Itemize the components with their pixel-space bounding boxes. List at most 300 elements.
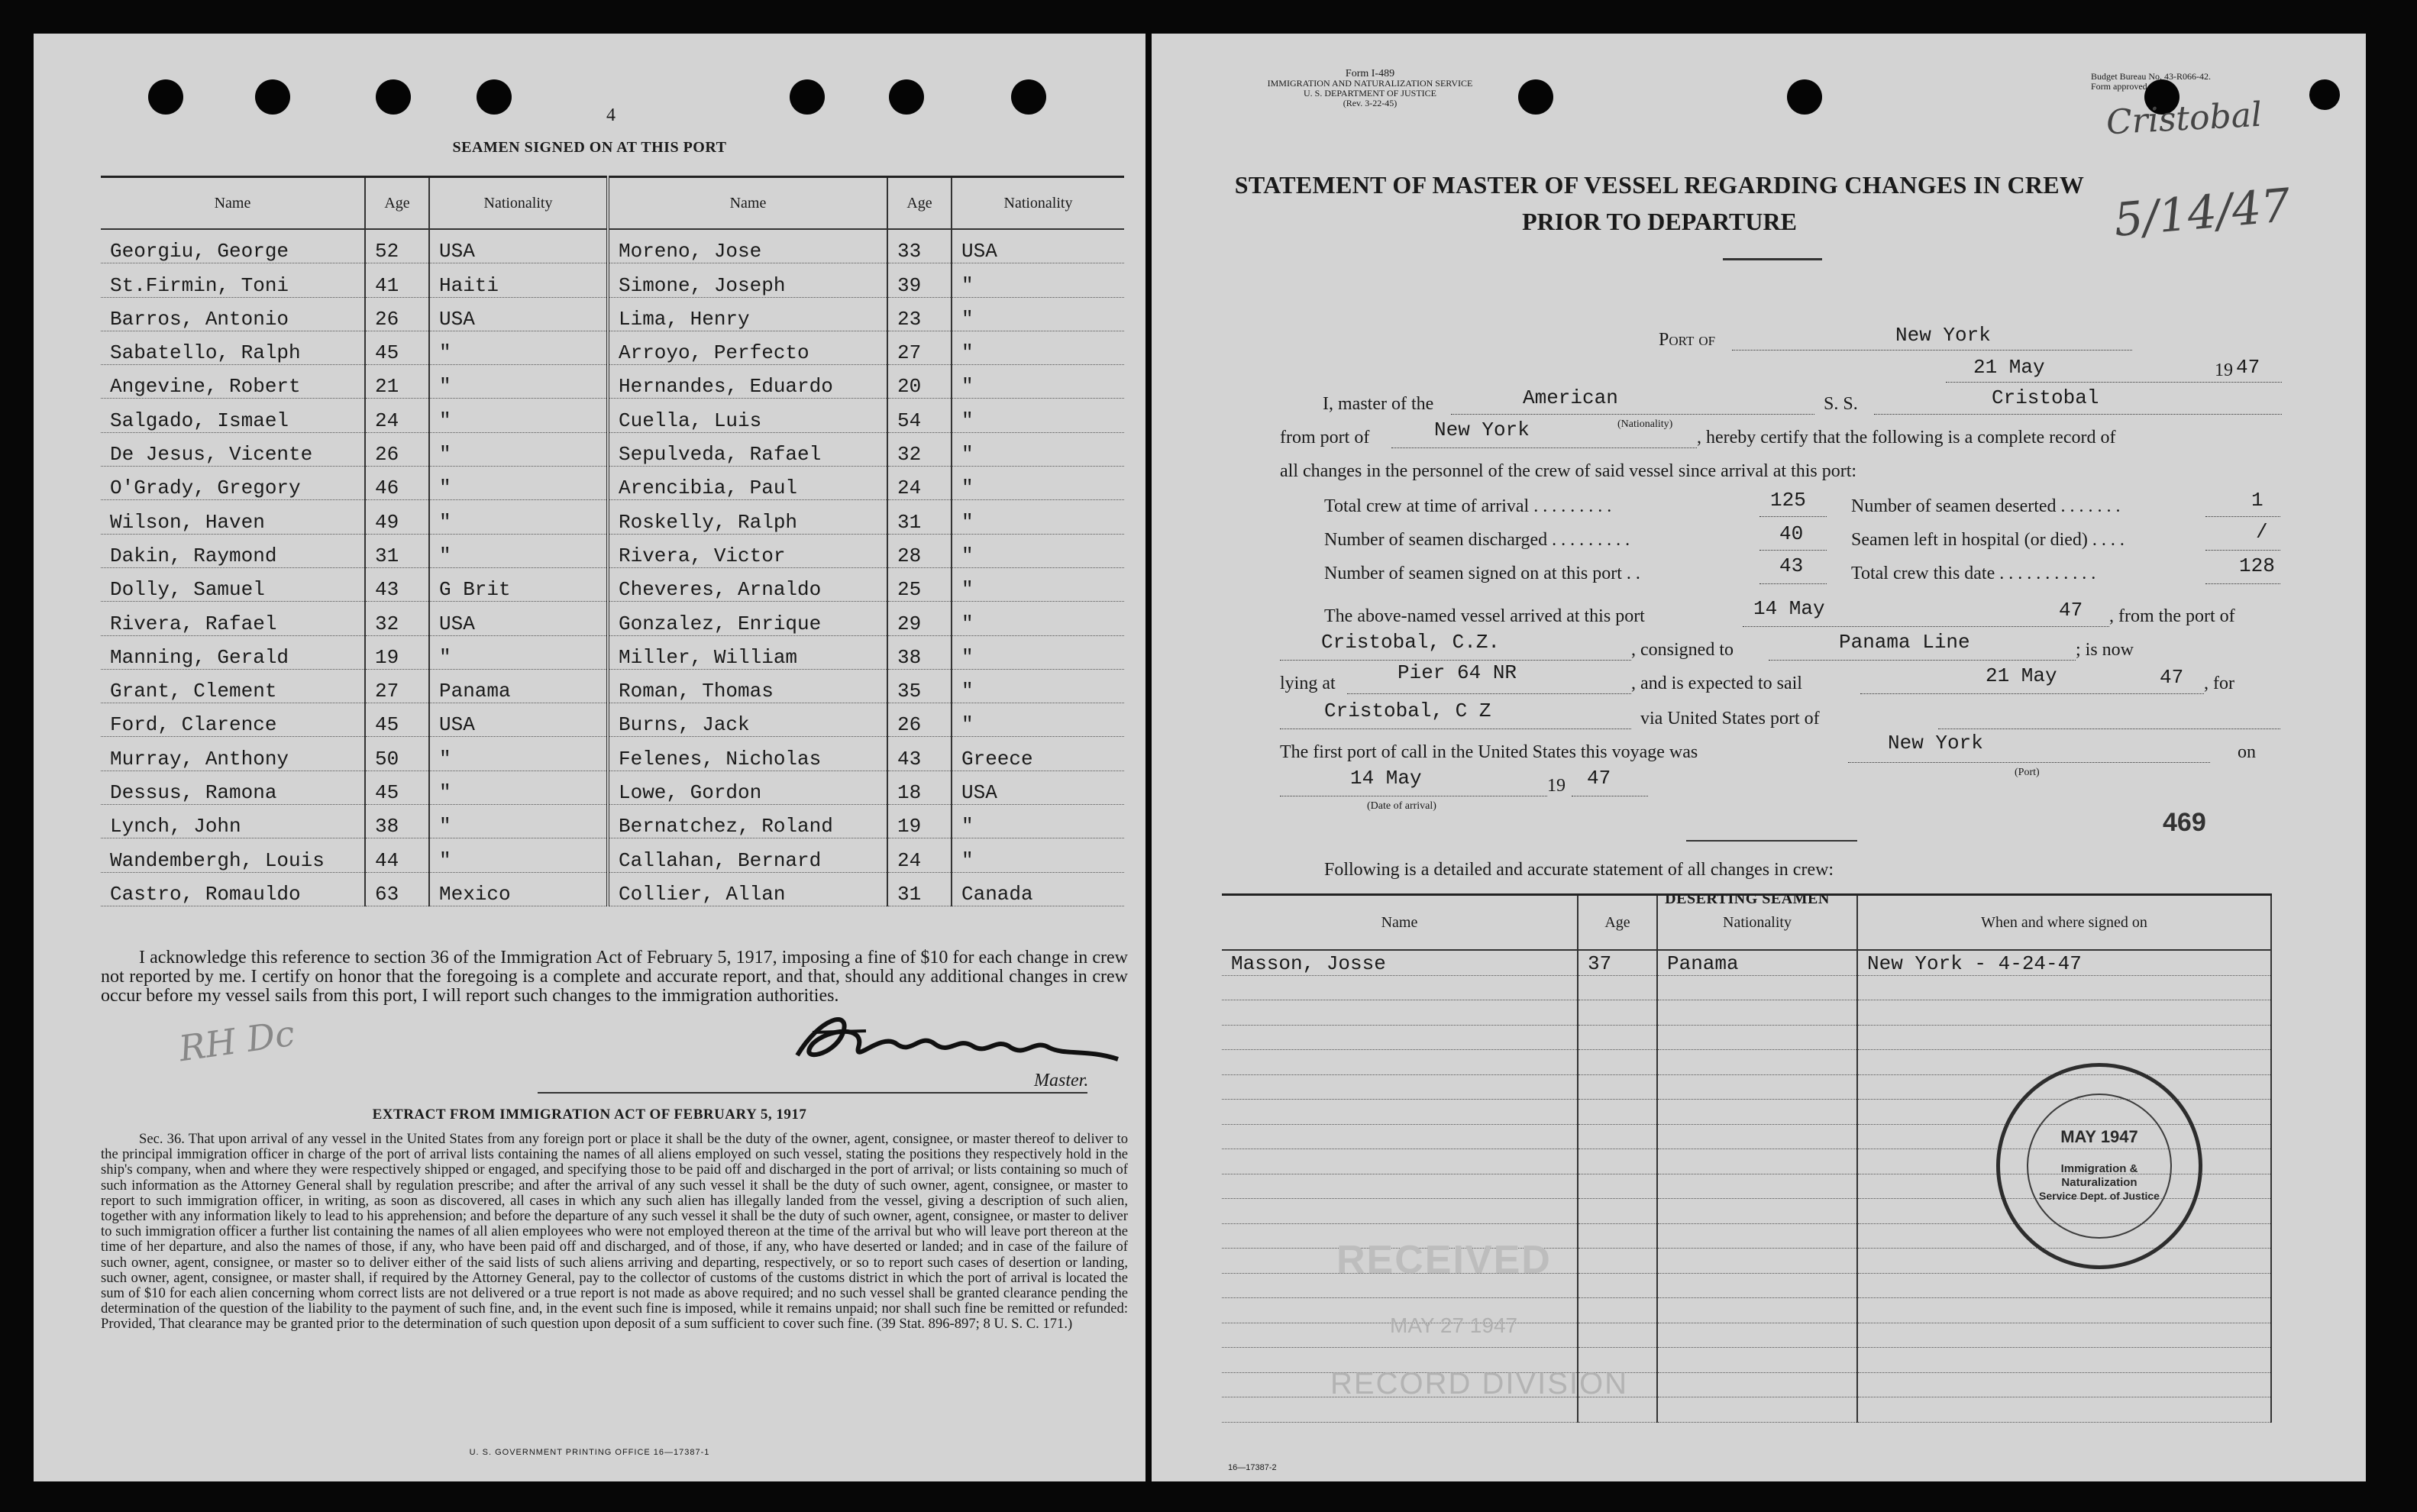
crew-name: De Jesus, Vicente — [101, 432, 365, 466]
crew-name: St.Firmin, Toni — [101, 263, 365, 297]
crew-name: Sepulveda, Rafael — [608, 432, 887, 466]
table-row — [101, 331, 1124, 364]
crew-name: Roskelly, Ralph — [608, 500, 887, 534]
crew-age: 49 — [365, 500, 429, 534]
crew-nationality: Panama — [429, 669, 608, 703]
crew-age: 41 — [365, 263, 429, 297]
crew-nationality: " — [952, 567, 1124, 601]
deserter-name — [1222, 1000, 1578, 1026]
crew-nationality: " — [952, 500, 1124, 534]
deserter-nationality — [1657, 1050, 1857, 1075]
crew-nationality: " — [952, 534, 1124, 567]
port-caption: (Port) — [2015, 767, 2040, 778]
form-approved: Form approved. — [2091, 81, 2150, 92]
deserter-nationality — [1657, 1174, 1857, 1199]
crew-age: 38 — [365, 805, 429, 838]
table-row — [101, 399, 1124, 432]
nationality-value: American — [1523, 386, 1618, 409]
crew-nationality: Canada — [952, 872, 1124, 906]
deserter-age — [1578, 1199, 1657, 1224]
crew-age: 26 — [887, 703, 952, 737]
form-number: Form I-489 — [1345, 68, 1395, 79]
table-row — [101, 534, 1124, 567]
crew-age: 26 — [365, 432, 429, 466]
table-row — [101, 805, 1124, 838]
crew-nationality: " — [952, 432, 1124, 466]
crew-name: Dakin, Raymond — [101, 534, 365, 567]
col-age: Age — [887, 177, 952, 230]
seamen-signed-table — [101, 176, 1124, 906]
crew-age: 24 — [887, 838, 952, 872]
left-page — [34, 34, 1145, 1481]
deserter-nationality — [1657, 1000, 1857, 1026]
table-row — [101, 872, 1124, 906]
deserter-age — [1578, 1223, 1657, 1249]
crew-nationality: Haiti — [429, 263, 608, 297]
crew-name: Rivera, Victor — [608, 534, 887, 567]
page-number: 4 — [606, 105, 616, 125]
crew-name: Lowe, Gordon — [608, 771, 887, 804]
deserter-nationality — [1657, 1372, 1857, 1397]
table-row — [101, 703, 1124, 737]
table-row — [1222, 1025, 2271, 1050]
crew-name: Roman, Thomas — [608, 669, 887, 703]
total-date-label: Total crew this date . . . . . . . . . . . — [1851, 564, 2096, 583]
punch-hole — [2309, 79, 2340, 110]
signature-line — [538, 1092, 1087, 1094]
crew-name: Hernandes, Eduardo — [608, 365, 887, 399]
deserter-nationality — [1657, 975, 1857, 1000]
arrived-date: 14 May — [1753, 597, 1825, 620]
crew-nationality: USA — [429, 602, 608, 635]
crew-age: 43 — [365, 567, 429, 601]
crew-nationality: USA — [952, 771, 1124, 804]
crew-age: 52 — [365, 229, 429, 263]
crew-nationality: " — [952, 805, 1124, 838]
punch-hole — [255, 79, 290, 115]
deserted-value: 1 — [2251, 489, 2264, 512]
total-arrival-label: Total crew at time of arrival . . . . . . . . . — [1324, 496, 1612, 516]
deserter-age — [1578, 1249, 1657, 1274]
deserter-nationality — [1657, 1025, 1857, 1050]
crew-nationality: " — [952, 263, 1124, 297]
form-department: U. S. DEPARTMENT OF JUSTICE — [1304, 88, 1436, 99]
crew-name: Angevine, Robert — [101, 365, 365, 399]
col-when-where: When and where signed on — [1857, 895, 2271, 951]
crew-age: 43 — [887, 737, 952, 771]
crew-age: 31 — [887, 500, 952, 534]
record-division-stamp: RECORD DIVISION — [1330, 1367, 1629, 1401]
date-caption: (Date of arrival) — [1367, 800, 1436, 812]
crew-nationality: USA — [429, 297, 608, 331]
deserter-signed-on — [1857, 1273, 2271, 1298]
deserter-name — [1222, 1124, 1578, 1149]
lying-at-label: lying at — [1280, 674, 1336, 693]
total-date-value: 128 — [2239, 554, 2275, 577]
deserter-signed-on — [1857, 1397, 2271, 1423]
deserter-nationality — [1657, 1149, 1857, 1174]
crew-nationality: " — [429, 737, 608, 771]
crew-nationality: " — [429, 838, 608, 872]
date-day-month: 21 May — [1973, 356, 2045, 379]
deserter-age — [1578, 1273, 1657, 1298]
deserter-name: Masson, Josse — [1222, 950, 1578, 975]
discharged-value: 40 — [1779, 522, 1804, 545]
deserter-signed-on — [1857, 1000, 2271, 1026]
round-stamp-line: Service Dept. of Justice — [2039, 1190, 2160, 1202]
all-changes-text: all changes in the personnel of the crew of said vessel since arrival at this port: — [1280, 461, 1857, 481]
from-the-port-label: , from the port of — [2109, 606, 2235, 626]
title-rule — [1723, 258, 1822, 260]
crew-name: Salgado, Ismael — [101, 399, 365, 432]
deserter-age — [1578, 1298, 1657, 1323]
table-row — [101, 432, 1124, 466]
crew-name: Collier, Allan — [608, 872, 887, 906]
crew-nationality: Greece — [952, 737, 1124, 771]
table-row — [101, 500, 1124, 534]
via-field — [1938, 706, 2280, 729]
deserter-age — [1578, 1149, 1657, 1174]
punch-hole — [477, 79, 512, 115]
sail-year: 47 — [2160, 666, 2184, 689]
deserter-signed-on — [1857, 1025, 2271, 1050]
table-row — [101, 669, 1124, 703]
crew-age: 35 — [887, 669, 952, 703]
punch-hole — [790, 79, 825, 115]
deserter-nationality — [1657, 1323, 1857, 1348]
table-row — [1222, 950, 2271, 975]
handwritten-vessel: Cristobal — [2105, 95, 2264, 143]
crew-nationality: " — [952, 838, 1124, 872]
col-name: Name — [608, 177, 887, 230]
crew-nationality: " — [429, 331, 608, 364]
crew-age: 63 — [365, 872, 429, 906]
crew-nationality: " — [952, 669, 1124, 703]
crew-age: 32 — [365, 602, 429, 635]
hospital-value: / — [2256, 521, 2268, 544]
budget-block — [2091, 72, 2211, 92]
arrival-date-value: 14 May — [1350, 767, 1422, 790]
deserter-signed-on — [1857, 1372, 2271, 1397]
crew-name: Manning, Gerald — [101, 635, 365, 669]
port-of-label: Port of — [1659, 330, 1716, 350]
sail-date: 21 May — [1986, 664, 2057, 687]
form-title-1: STATEMENT OF MASTER OF VESSEL REGARDING CHANGES IN CREW — [1234, 171, 2085, 199]
punch-hole — [1011, 79, 1046, 115]
ss-label: S. S. — [1824, 394, 1858, 414]
table-row — [101, 263, 1124, 297]
table-row — [1222, 1323, 2271, 1348]
crew-name: Felenes, Nicholas — [608, 737, 887, 771]
deserter-nationality — [1657, 1124, 1857, 1149]
deserter-nationality — [1657, 1397, 1857, 1423]
crew-age: 28 — [887, 534, 952, 567]
printer-line: 16—17387-2 — [1228, 1463, 1277, 1472]
punch-hole — [376, 79, 411, 115]
deserter-name — [1222, 1050, 1578, 1075]
lying-at-value: Pier 64 NR — [1398, 661, 1517, 684]
punch-hole — [1518, 79, 1553, 115]
crew-name: Miller, William — [608, 635, 887, 669]
crew-nationality: " — [952, 365, 1124, 399]
crew-name: Moreno, Jose — [608, 229, 887, 263]
deserter-age — [1578, 1100, 1657, 1125]
crew-age: 18 — [887, 771, 952, 804]
crew-nationality: " — [952, 467, 1124, 500]
crew-nationality: Mexico — [429, 872, 608, 906]
crew-age: 27 — [887, 331, 952, 364]
deserter-nationality — [1657, 1298, 1857, 1323]
deserter-age: 37 — [1578, 950, 1657, 975]
printer-line: U. S. GOVERNMENT PRINTING OFFICE 16—17387-1 — [469, 1448, 710, 1457]
crew-age: 31 — [887, 872, 952, 906]
crew-age: 45 — [365, 771, 429, 804]
arrival-year: 47 — [1587, 767, 1611, 790]
table-row — [101, 771, 1124, 804]
deserter-nationality — [1657, 1074, 1857, 1100]
right-page — [1152, 34, 2366, 1481]
round-stamp-date: MAY 1947 — [2060, 1127, 2138, 1146]
acknowledgment-text: I acknowledge this reference to section 36 of the Immigration Act of February 5, 1917, imposing a fine of $10 for each change in crew not reported by me. I certify on honor that the foregoing is a complete and accurate report, and that, should any additional changes in crew occur before my vessel sails from this port, I will report such changes to the immigration authorities. — [101, 948, 1128, 1006]
crew-age: 25 — [887, 567, 952, 601]
deserter-name — [1222, 1199, 1578, 1224]
via-label: via United States port of — [1640, 709, 1820, 729]
total-arrival-value: 125 — [1770, 489, 1806, 512]
crew-name: Murray, Anthony — [101, 737, 365, 771]
crew-name: Callahan, Bernard — [608, 838, 887, 872]
nationality-field — [1451, 391, 1814, 415]
crew-nationality: " — [952, 602, 1124, 635]
crew-name: Wandembergh, Louis — [101, 838, 365, 872]
deserter-nationality: Panama — [1657, 950, 1857, 975]
crew-name: Dolly, Samuel — [101, 567, 365, 601]
col-name: Name — [1222, 895, 1578, 951]
deserter-signed-on — [1857, 1298, 2271, 1323]
deserter-signed-on — [1857, 1323, 2271, 1348]
deserter-age — [1578, 975, 1657, 1000]
deserted-label: Number of seamen deserted . . . . . . . — [1851, 496, 2121, 516]
deserter-nationality — [1657, 1249, 1857, 1274]
from-the-port-value: Cristobal, C.Z. — [1321, 631, 1501, 654]
crew-age: 23 — [887, 297, 952, 331]
crew-age: 44 — [365, 838, 429, 872]
deserter-name — [1222, 975, 1578, 1000]
form-block — [1255, 69, 1485, 108]
date-year: 47 — [2236, 356, 2260, 379]
port-of-value: New York — [1895, 324, 1991, 347]
seamen-signed-heading: SEAMEN SIGNED ON AT THIS PORT — [452, 139, 727, 156]
table-row — [101, 635, 1124, 669]
crew-name: Cuella, Luis — [608, 399, 887, 432]
vessel-value: Cristobal — [1992, 386, 2099, 409]
deserter-name — [1222, 1025, 1578, 1050]
arrived-year: 47 — [2059, 599, 2083, 622]
deserter-nationality — [1657, 1273, 1857, 1298]
crew-age: 29 — [887, 602, 952, 635]
consignee-value: Panama Line — [1839, 631, 1970, 654]
certify-text: , hereby certify that the following is a complete record of — [1697, 428, 2116, 447]
crew-name: Dessus, Ramona — [101, 771, 365, 804]
for-label: , for — [2204, 674, 2234, 693]
table-row — [101, 602, 1124, 635]
hospital-label: Seamen left in hospital (or died) . . . . — [1851, 530, 2125, 550]
col-nationality: Nationality — [1657, 895, 1857, 951]
arrived-label: The above-named vessel arrived at this port — [1324, 606, 1645, 626]
nationality-caption: (Nationality) — [1617, 418, 1673, 430]
stamp-number: 469 — [2163, 808, 2206, 837]
punch-hole — [148, 79, 183, 115]
table-row — [101, 297, 1124, 331]
table-row — [101, 838, 1124, 872]
extract-text: Sec. 36. That upon arrival of any vessel in the United States from any foreign port or place it shall be the duty of the owner, agent, consignee, or master thereof to deliver to the principal immigration officer in charge of the port of arrival lists containing the names of all aliens employed on such vessel, stating the positions they respectively hold in the ship's company, when and where they were respectively shipped or engaged, and specifying those to be paid off and discharged in the port of arrival; or lists containing so much of such information as the Attorney General shall by regulation prescribe; and after the arrival of any such vessel it shall be the duty of such owner, agent, consignee, or master to report to such immigration officer, in writing, as soon as discovered, all cases in which any such alien has illegally landed from the vessel, giving a description of such alien, together with any information likely to lead to his apprehension; and before the departure of any such vessel it shall be the duty of such owner, agent, consignee, or master to deliver to such immigration officer a further list containing the names of all alien employees who were not employed thereon at the time of the arrival but who will leave port thereon at the time of her departure, and also the names of those, if any, who have been paid off and discharged, and of those, if any, who have deserted or landed; and in case of the failure of such owner, agent, consignee, or master so to deliver either of the said lists of such aliens arriving and departing, respectively, or so to report such cases of desertion or landing, such owner, agent, consignee, or master shall, if required by the Attorney General, pay to the collector of customs of the customs district in which the port of arrival is located the sum of $10 for each alien concerning whom correct lists are not delivered or a true report is not made as above required; and no such vessel shall be granted clearance pending the determination of the question of the liability to the payment of such fine, and, in the event such fine is imposed, while it remains unpaid; nor shall such fine be remitted or refunded: Provided, That clearance may be granted prior to the determination of such question upon deposit of a sum sufficient to cover such fine. (39 Stat. 896-897; 8 U. S. C. 171.) — [101, 1131, 1128, 1333]
arrival-year-prefix: 19 — [1547, 776, 1566, 796]
section-rule — [1686, 840, 1857, 842]
deserter-nationality — [1657, 1100, 1857, 1125]
crew-age: 50 — [365, 737, 429, 771]
crew-nationality: " — [429, 771, 608, 804]
form-agency: IMMIGRATION AND NATURALIZATION SERVICE — [1267, 78, 1473, 89]
crew-name: Sabatello, Ralph — [101, 331, 365, 364]
col-nationality: Nationality — [429, 177, 608, 230]
crew-nationality: " — [429, 500, 608, 534]
handwritten-initials: RH Dc — [176, 1012, 298, 1070]
following-text: Following is a detailed and accurate statement of all changes in crew: — [1324, 860, 1834, 880]
table-row — [1222, 1000, 2271, 1026]
crew-nationality: USA — [952, 229, 1124, 263]
deserter-name — [1222, 1100, 1578, 1125]
crew-nationality: " — [429, 432, 608, 466]
deserter-age — [1578, 1025, 1657, 1050]
budget-number: Budget Bureau No. 43-R066-42. — [2091, 71, 2211, 82]
table-row — [1222, 975, 2271, 1000]
crew-nationality: " — [429, 805, 608, 838]
crew-age: 19 — [887, 805, 952, 838]
crew-name: Lima, Henry — [608, 297, 887, 331]
is-now-label: ; is now — [2076, 640, 2134, 660]
col-age: Age — [1578, 895, 1657, 951]
deserter-signed-on — [1857, 975, 2271, 1000]
round-stamp-line: Immigration & — [2060, 1162, 2138, 1175]
col-nationality: Nationality — [952, 177, 1124, 230]
on-label: on — [2238, 742, 2256, 762]
col-age: Age — [365, 177, 429, 230]
table-row — [101, 567, 1124, 601]
table-row — [1222, 1298, 2271, 1323]
crew-name: Simone, Joseph — [608, 263, 887, 297]
crew-name: Cheveres, Arnaldo — [608, 567, 887, 601]
crew-nationality: " — [952, 399, 1124, 432]
crew-name: Bernatchez, Roland — [608, 805, 887, 838]
table-row — [101, 365, 1124, 399]
crew-age: 39 — [887, 263, 952, 297]
crew-age: 24 — [365, 399, 429, 432]
crew-age: 31 — [365, 534, 429, 567]
crew-age: 20 — [887, 365, 952, 399]
crew-nationality: USA — [429, 229, 608, 263]
received-stamp: RECEIVED — [1336, 1238, 1552, 1282]
crew-name: Lynch, John — [101, 805, 365, 838]
crew-name: Rivera, Rafael — [101, 602, 365, 635]
deserter-nationality — [1657, 1348, 1857, 1373]
table-row — [101, 229, 1124, 263]
consigned-label: , consigned to — [1631, 640, 1734, 660]
master-label: Master. — [1034, 1071, 1089, 1090]
deserter-age — [1578, 1050, 1657, 1075]
first-port-label: The first port of call in the United States this voyage was — [1280, 742, 1698, 762]
destination-value: Cristobal, C Z — [1324, 699, 1491, 722]
deserter-age — [1578, 1074, 1657, 1100]
crew-age: 33 — [887, 229, 952, 263]
crew-name: Georgiu, George — [101, 229, 365, 263]
crew-age: 54 — [887, 399, 952, 432]
crew-name: Gonzalez, Enrique — [608, 602, 887, 635]
crew-name: Arencibia, Paul — [608, 467, 887, 500]
discharged-label: Number of seamen discharged . . . . . . . . . — [1324, 530, 1630, 550]
expected-label: , and is expected to sail — [1631, 674, 1802, 693]
crew-age: 45 — [365, 703, 429, 737]
deserter-name — [1222, 1149, 1578, 1174]
deserter-signed-on — [1857, 1348, 2271, 1373]
crew-name: Arroyo, Perfecto — [608, 331, 887, 364]
crew-name: Ford, Clarence — [101, 703, 365, 737]
crew-nationality: " — [429, 635, 608, 669]
round-stamp-line: Naturalization — [2061, 1176, 2137, 1189]
master-of-label: I, master of the — [1323, 394, 1434, 414]
punch-hole — [889, 79, 924, 115]
crew-age: 21 — [365, 365, 429, 399]
crew-age: 32 — [887, 432, 952, 466]
handwritten-date: 5/14/47 — [2112, 179, 2293, 247]
crew-name: Wilson, Haven — [101, 500, 365, 534]
received-stamp-date: MAY 27 1947 — [1390, 1313, 1518, 1337]
extract-title: EXTRACT FROM IMMIGRATION ACT OF FEBRUARY 5, 1917 — [372, 1107, 807, 1123]
deserting-heading: DESERTING SEAMEN — [1665, 890, 1830, 907]
crew-name: Burns, Jack — [608, 703, 887, 737]
deserter-nationality — [1657, 1199, 1857, 1224]
crew-nationality: " — [429, 534, 608, 567]
crew-nationality: " — [429, 467, 608, 500]
deserter-nationality — [1657, 1223, 1857, 1249]
crew-nationality: USA — [429, 703, 608, 737]
form-title-2: PRIOR TO DEPARTURE — [1522, 208, 1797, 235]
crew-age: 45 — [365, 331, 429, 364]
from-port-value: New York — [1434, 418, 1530, 441]
crew-age: 19 — [365, 635, 429, 669]
deserter-signed-on: New York - 4-24-47 — [1857, 950, 2271, 975]
crew-age: 46 — [365, 467, 429, 500]
deserter-name — [1222, 1074, 1578, 1100]
date-year-prefix: 19 — [2215, 360, 2233, 380]
crew-age: 27 — [365, 669, 429, 703]
deserter-age — [1578, 1174, 1657, 1199]
signed-value: 43 — [1779, 554, 1804, 577]
crew-age: 38 — [887, 635, 952, 669]
from-port-label: from port of — [1280, 428, 1370, 447]
crew-name: Barros, Antonio — [101, 297, 365, 331]
deserter-age — [1578, 1000, 1657, 1026]
deserter-name — [1222, 1174, 1578, 1199]
crew-nationality: " — [952, 297, 1124, 331]
crew-nationality: " — [429, 365, 608, 399]
signed-label: Number of seamen signed on at this port . . — [1324, 564, 1640, 583]
crew-age: 26 — [365, 297, 429, 331]
table-row — [101, 467, 1124, 500]
crew-age: 24 — [887, 467, 952, 500]
deserter-age — [1578, 1124, 1657, 1149]
crew-nationality: " — [952, 635, 1124, 669]
table-row — [101, 737, 1124, 771]
hospital-field — [2205, 527, 2280, 551]
